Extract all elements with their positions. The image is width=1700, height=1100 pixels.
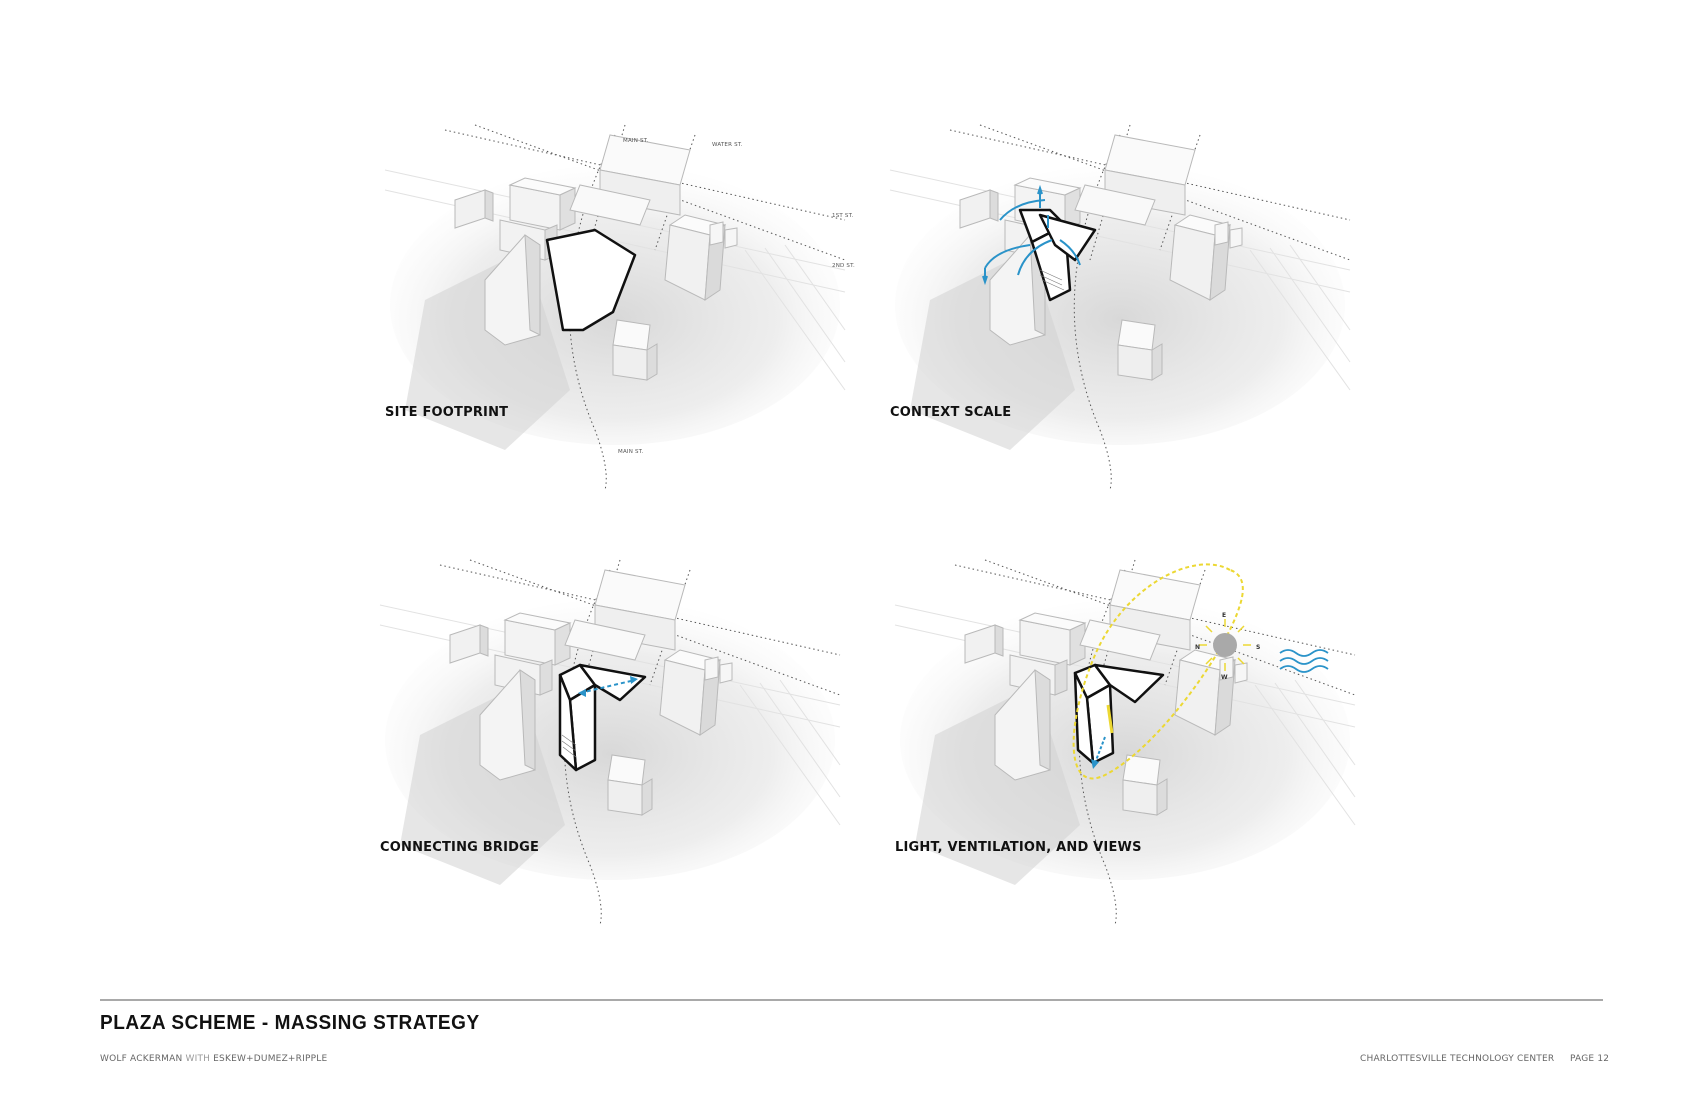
panel-caption: LIGHT, VENTILATION, AND VIEWS xyxy=(895,840,1142,855)
compass-north: N xyxy=(1195,644,1201,651)
street-label: 2ND ST. xyxy=(832,263,855,269)
footer-rule xyxy=(100,999,1603,1001)
street-label: MAIN ST. xyxy=(618,449,644,455)
street-label: MAIN ST. xyxy=(623,138,649,144)
partner-names: ESKEW+DUMEZ+RIPPLE xyxy=(213,1054,328,1064)
footer-credits xyxy=(100,1054,327,1064)
street-label: 1ST ST. xyxy=(832,213,854,219)
page-title: PLAZA SCHEME - MASSING STRATEGY xyxy=(100,1012,480,1034)
firm-name: WOLF ACKERMAN xyxy=(100,1054,183,1064)
sun-icon xyxy=(1199,619,1251,671)
project-name: CHARLOTTESVILLE TECHNOLOGY CENTER xyxy=(1360,1054,1555,1064)
compass-south: S xyxy=(1256,644,1261,651)
compass-west: W xyxy=(1221,674,1228,681)
street-label: WATER ST. xyxy=(712,142,743,148)
compass-east: E xyxy=(1222,612,1227,619)
panel-caption: CONTEXT SCALE xyxy=(890,405,1012,420)
page-number: PAGE 12 xyxy=(1570,1054,1610,1064)
panel-caption: CONNECTING BRIDGE xyxy=(380,840,540,855)
with-label: WITH xyxy=(185,1054,211,1064)
panel-caption: SITE FOOTPRINT xyxy=(385,405,509,420)
